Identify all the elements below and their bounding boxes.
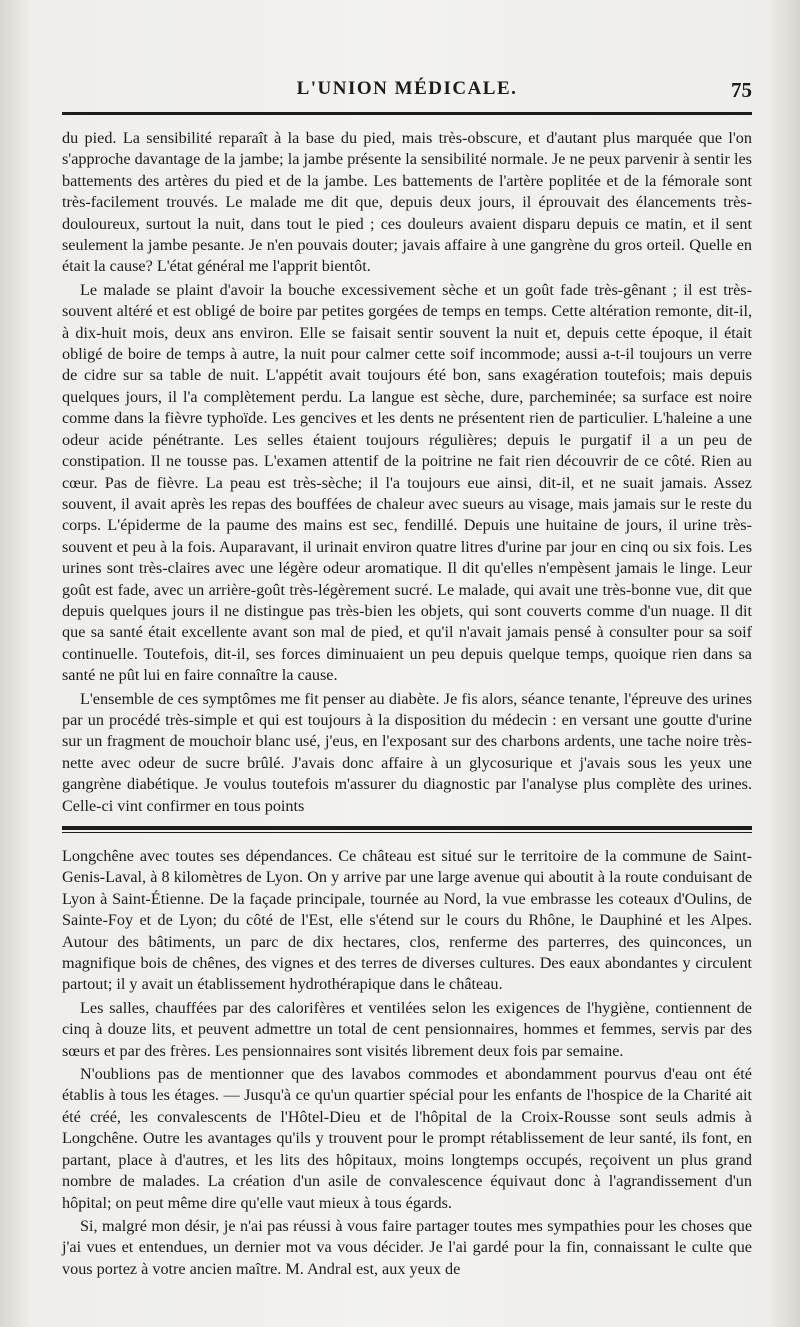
article-body-upper [62, 128, 752, 817]
lower-paragraph-3: N'oublions pas de mentionner que des lavabos commodes et abondamment pourvus d'eau ont été établis à tous les étages. — Jusqu'à ce qu'un quartier spécial pour les enfants de l'hospice de la Charité ait été créé, les convalescents de l'Hôtel-Dieu et de l'hôpital de la Croix-Rousse sont seuls admis à Longchêne. Outre les avantages qu'ils y trouvent pour le prompt rétablissement de leur santé, ils font, en partant, place à d'autres, et les lits des hôpitaux, moins longtemps occupés, reçoivent un plus grand nombre de malades. La création d'un asile de convalescence équivaut donc à l'agrandissement d'un hôpital; on peut même dire qu'elle vaut mieux à tous égards. [62, 1065, 752, 1212]
journal-title: L'UNION MÉDICALE. [296, 78, 518, 99]
page-number: 75 [731, 78, 752, 102]
lower-paragraph-4: Si, malgré mon désir, je n'ai pas réussi à vous faire partager toutes mes sympathies pour les choses que j'ai vues et entendues, un dernier mot va vous décider. Je l'ai gardé pour la fin, connaissant le culte que vous portez à votre ancien maître. M. Andral est, aux yeux de [62, 1216, 752, 1278]
running-header [62, 78, 752, 106]
feuilleton-divider [62, 826, 752, 833]
divider-thick-line [62, 826, 752, 830]
lower-paragraph-2: Les salles, chauffées par des calorifères et ventilées selon les exigences de l'hygiène, contiennent de cinq à douze lits, et peuvent admettre un total de cent pensionnaires, hommes et femmes, servis par des sœurs et par des frères. Les pensionnaires sont visités librement deux fois par semaine. [62, 998, 752, 1060]
header-rule [62, 112, 752, 115]
upper-paragraph-3: L'ensemble de ces symptômes me fit penser au diabète. Je fis alors, séance tenante, l'épreuve des urines par un procédé très-simple et qui est toujours à la disposition du médecin : en versant une goutte d'urine sur un fragment de mouchoir blanc usé, j'eus, en l'exposant sur des charbons ardents, une tache noire très-nette avec odeur de sucre brûlé. J'avais donc affaire à un glycosurique et j'avais sous les yeux une gangrène diabétique. Je voulus toutefois m'assurer du diagnostic par l'analyse plus complète des urines. Celle-ci vint confirmer en tous points [62, 689, 752, 815]
upper-paragraph-2: Le malade se plaint d'avoir la bouche excessivement sèche et un goût fade très-gênant ; il est très-souvent altéré et est obligé de boire par petites gorgées de temps en temps. Cette altération remonte, dit-il, à dix-huit mois, deux ans environ. Elle se faisait sentir souvent la nuit et, depuis cette époque, il était obligé de boire de temps à autre, la nuit pour calmer cette soif incommode; aussi a-t-il toujours un verre de cidre sur sa table de nuit. L'appétit avait toujours été bon, sans exagération toutefois; mais depuis quelques jours, il l'a complètement perdu. La langue est sèche, dure, parcheminée; sa surface est noire comme dans la fièvre typhoïde. Les gencives et les dents ne présentent rien de particulier. L'haleine a une odeur acide pénétrante. Les selles étaient toujours régulières; depuis le purgatif il a un peu de constipation. Il ne tousse pas. L'examen attentif de la poitrine ne fait rien découvrir de ce côté. Rien au cœur. Pas de fièvre. La peau est très-sèche; il l'a toujours eue ainsi, dit-il, et ne suait jamais. Assez souvent, il avait après les repas des bouffées de chaleur avec sueurs au visage, mais jamais sur le reste du corps. L'épiderme de la paume des mains est sec, fendillé. Depuis une huitaine de jours, il urine très-souvent et peu à la fois. Auparavant, il urinait environ quatre litres d'urine par jour en cinq ou six fois. Les urines sont très-claires avec une légère odeur aromatique. Il dit qu'elles n'empèsent jamais le linge. Leur goût est fade, avec un arrière-goût très-légèrement sucré. Le malade, qui avait une très-bonne vue, dit que depuis quelques jours il ne distingue pas très-bien les objets, qui sont couverts comme d'un nuage. Il dit que sa santé était excellente avant son mal de pied, et qu'il n'avait jamais pensé à consulter pour sa soif continuelle. Toutefois, dit-il, ses forces diminuaient un peu depuis quelque temps, quoique rien dans sa santé ne pût lui en faire connaître la cause. [62, 280, 752, 685]
feuilleton-body [62, 846, 752, 1280]
upper-paragraph-1: du pied. La sensibilité reparaît à la base du pied, mais très-obscure, et d'autant plus marquée que l'on s'approche davantage de la jambe; la jambe présente la sensibilité normale. Je ne peux parvenir à sentir les battements des artères du pied et de la jambe. Les battements de l'artère poplitée et de la fémorale sont très-facilement trouvés. Le malade me dit que, depuis deux jours, il éprouvait des élancements très-douloureux, surtout la nuit, dans tout le pied ; ces douleurs avaient disparu depuis ce matin, et il sent seulement la jambe pesante. Je n'en pouvais douter; javais affaire à une gangrène du gros orteil. Quelle en était la cause? L'état général me l'apprit bientôt. [62, 129, 752, 276]
divider-thin-line [62, 832, 752, 833]
lower-paragraph-1: Longchêne avec toutes ses dépendances. Ce château est situé sur le territoire de la commune de Saint-Genis-Laval, à 8 kilomètres de Lyon. On y arrive par une large avenue qui aboutit à la route conduisant de Lyon à Saint-Étienne. De la façade principale, tournée au Nord, la vue embrasse les coteaux d'Oulins, de Sainte-Foy et de Lyon; du côté de l'Est, elle s'étend sur le cours du Rhône, le Dauphiné et les Alpes. Autour des bâtiments, un parc de dix hectares, clos, renferme des parterres, des quinconces, un magnifique bois de chênes, des vignes et des terres de diverses cultures. Des eaux abondantes y circulent partout; il y avait un établissement hydrothérapique dans le château. [62, 847, 752, 994]
